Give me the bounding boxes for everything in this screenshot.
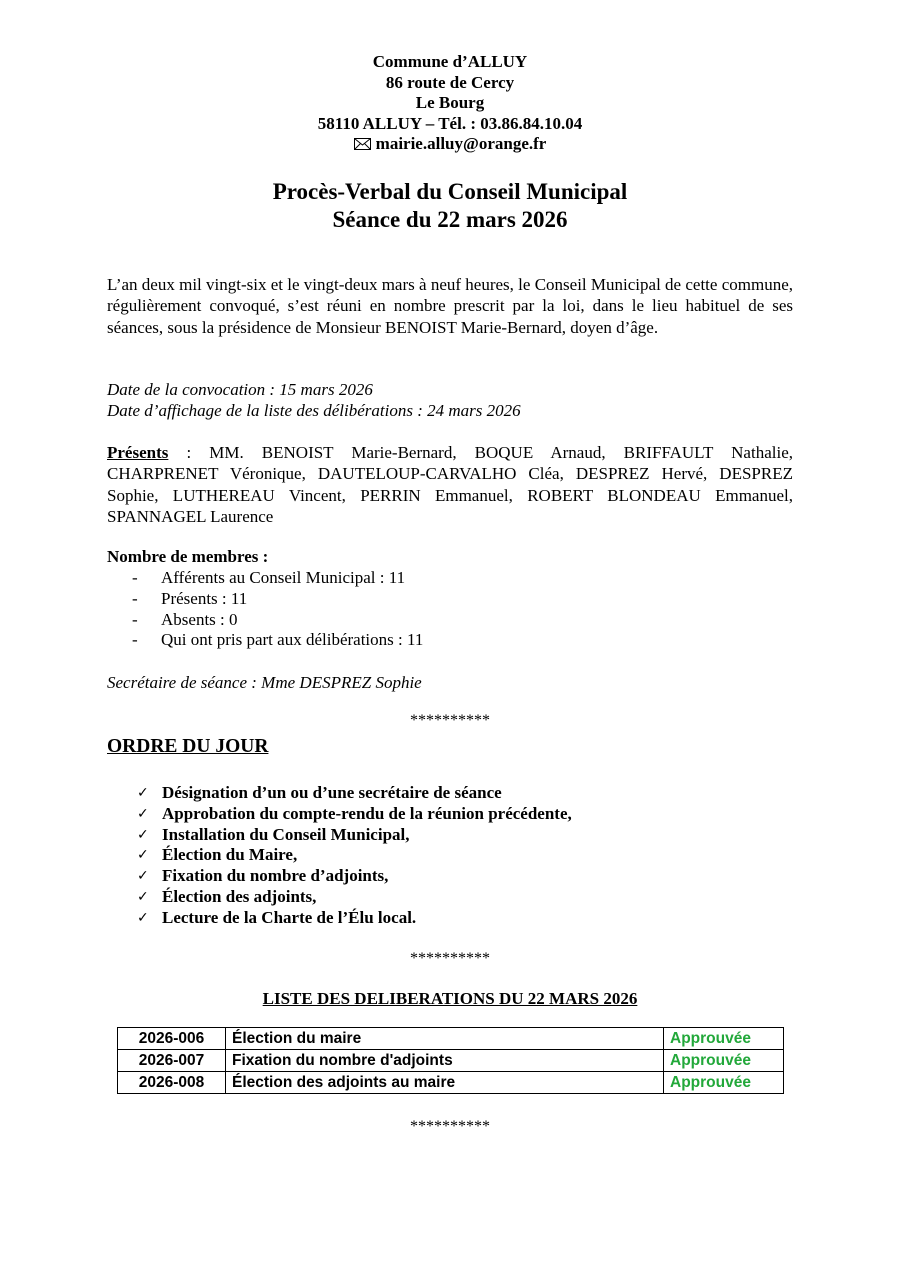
deliberation-number: 2026-007 <box>118 1050 226 1072</box>
deliberation-label: Fixation du nombre d'adjoints <box>226 1050 664 1072</box>
deliberation-number: 2026-008 <box>118 1072 226 1094</box>
address-street: 86 route de Cercy <box>385 72 515 92</box>
list-item: - Absents : 0 <box>132 609 238 629</box>
dates-block <box>107 380 521 421</box>
deliberation-label: Élection des adjoints au maire <box>226 1072 664 1094</box>
separator: ********** <box>410 712 490 729</box>
dash-bullet: - <box>132 630 138 650</box>
address-city-phone: 58110 ALLUY – Tél. : 03.86.84.10.04 <box>317 113 583 133</box>
checkmark-icon: ✓ <box>137 826 149 843</box>
deliberation-label: Élection du maire <box>226 1028 664 1050</box>
separator: ********** <box>410 1118 490 1135</box>
list-item: ✓ Installation du Conseil Municipal, <box>137 824 410 844</box>
presents-label: Présents <box>107 443 169 462</box>
agenda-heading: ORDRE DU JOUR <box>107 736 269 757</box>
separator: ********** <box>410 950 490 967</box>
status-badge: Approuvée <box>664 1050 784 1072</box>
presents-paragraph <box>107 442 793 527</box>
table-row <box>118 1028 784 1050</box>
letterhead <box>0 52 900 155</box>
email-address: mairie.alluy@orange.fr <box>375 134 547 153</box>
checkmark-icon: ✓ <box>137 805 149 822</box>
deliberations-heading: LISTE DES DELIBERATIONS DU 22 MARS 2026 <box>262 989 638 1008</box>
dash-bullet: - <box>132 568 138 587</box>
intro-paragraph: L’an deux mil vingt-six et le vingt-deux mars à neuf heures, le Conseil Municipal de cette commune, régulièrement convoqué, s’est réuni en nombre prescrit par la loi, dans le lieu habituel de ses séances, sous la présidence de Monsieur BENOIST Marie-Bernard, doyen d’âge. <box>107 275 793 337</box>
table-row <box>118 1050 784 1072</box>
list-item: - Afférents au Conseil Municipal : 11 <box>132 568 406 587</box>
list-item: - Présents : 11 <box>132 588 248 608</box>
table-row <box>118 1072 784 1094</box>
list-item: ✓ Élection du Maire, <box>137 845 298 865</box>
dash-bullet: - <box>132 609 138 629</box>
list-item: ✓ Élection des adjoints, <box>137 886 317 906</box>
status-badge: Approuvée <box>664 1028 784 1050</box>
status-badge: Approuvée <box>664 1072 784 1094</box>
address-locality: Le Bourg <box>415 93 485 112</box>
deliberations-table <box>117 1027 784 1094</box>
list-item: - Qui ont pris part aux délibérations : 11 <box>132 630 424 650</box>
title-line-2: Séance du 22 mars 2026 <box>332 207 568 232</box>
list-item: ✓ Approbation du compte-rendu de la réunion précédente, <box>137 803 572 823</box>
list-item: ✓ Fixation du nombre d’adjoints, <box>137 866 389 886</box>
email-line <box>0 134 900 155</box>
presents-list: : MM. BENOIST Marie-Bernard, BOQUE Arnaud, BRIFFAULT Nathalie, CHARPRENET Véronique, DAUTELOUP-CARVALHO Cléa, DESPREZ Hervé, DESPREZ Sophie, LUTHEREAU Vincent, PERRIN Emmanuel, ROBERT BLONDEAU Emmanuel, SPANNAGEL Laurence <box>107 443 793 526</box>
affichage-date: Date d’affichage de la liste des délibérations : 24 mars 2026 <box>107 400 521 420</box>
checkmark-icon: ✓ <box>137 888 149 905</box>
envelope-icon <box>354 138 371 150</box>
agenda-list <box>137 783 572 929</box>
dash-bullet: - <box>132 588 138 608</box>
members-heading: Nombre de membres : <box>107 547 269 566</box>
checkmark-icon: ✓ <box>137 909 149 926</box>
members-list <box>107 568 423 651</box>
secretary-line: Secrétaire de séance : Mme DESPREZ Sophie <box>107 673 422 692</box>
deliberation-number: 2026-006 <box>118 1028 226 1050</box>
convocation-date: Date de la convocation : 15 mars 2026 <box>107 380 373 399</box>
page-title <box>0 178 900 234</box>
checkmark-icon: ✓ <box>137 847 149 864</box>
checkmark-icon: ✓ <box>137 868 149 885</box>
checkmark-icon: ✓ <box>137 785 149 801</box>
list-item: ✓ Désignation d’un ou d’une secrétaire de séance <box>137 783 502 802</box>
list-item: ✓ Lecture de la Charte de l’Élu local. <box>137 907 417 927</box>
commune-name: Commune d’ALLUY <box>372 52 528 71</box>
title-line-1: Procès-Verbal du Conseil Municipal <box>272 179 628 204</box>
